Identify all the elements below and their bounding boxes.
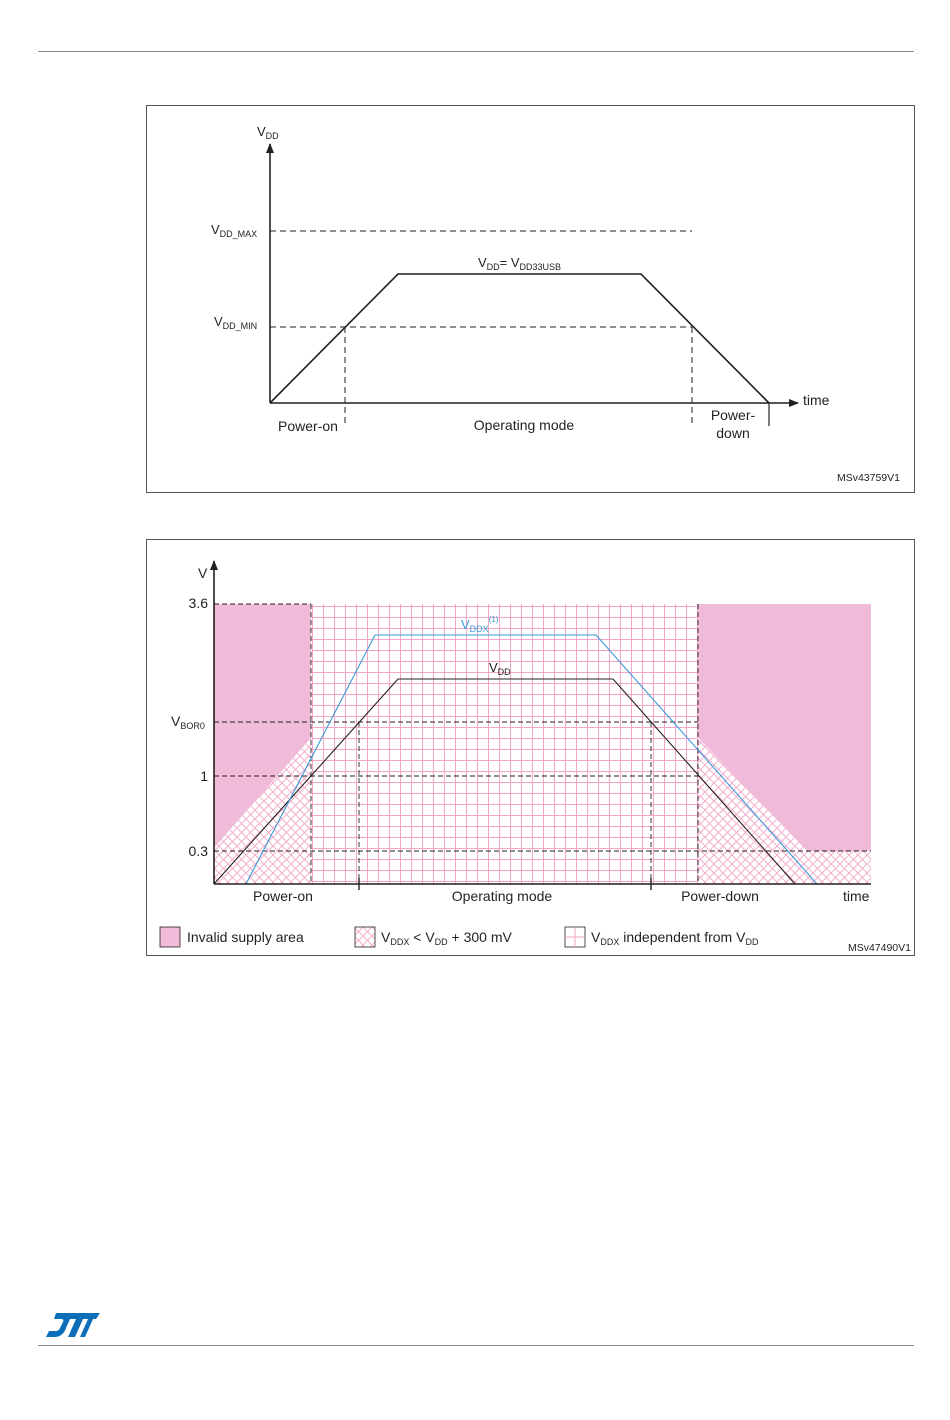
y-axis-label: V: [198, 565, 208, 581]
figure1-diagram: [147, 106, 914, 492]
figure-id: MSv47490V1: [847, 942, 911, 954]
figure2-diagram: [147, 540, 914, 955]
phase-power-down-1: Power-: [710, 407, 756, 423]
x-axis-label: time: [843, 888, 870, 904]
phase-power-down: Power-down: [681, 888, 759, 904]
legend-grid-label: $V_{DDX}$ independent from $V_{DD}$: [591, 929, 759, 947]
legend-cross-swatch: [355, 927, 375, 947]
vdd-max-label: $V_{DD\_MAX}$: [211, 222, 258, 239]
phase-power-on: Power-on: [278, 418, 338, 434]
vdd-label: $V_{DD}$: [489, 660, 511, 677]
legend-invalid-label: Invalid supply area: [187, 929, 304, 945]
legend-invalid-swatch: [160, 927, 180, 947]
legend-cross-label: $V_{DDX} < V_{DD} + 300$ mV: [381, 929, 512, 947]
vdd-min-label: $V_{DD\_MIN}$: [214, 314, 258, 331]
phase-operating: Operating mode: [451, 888, 553, 904]
vddx-supply-figure: [146, 539, 915, 956]
x-axis-label: time: [803, 392, 830, 408]
st-logo: [44, 1310, 102, 1340]
tick-vbor0: $V_{BOR0}$: [171, 713, 205, 731]
tick-0-3: 0.3: [188, 843, 208, 859]
phase-power-down-2: down: [716, 425, 750, 441]
tick-3-6: 3.6: [188, 595, 208, 611]
tick-1: 1: [200, 768, 208, 784]
vdd-power-up-figure: [146, 105, 915, 493]
vddx-label: $V_{DDX}^{(1)}$: [461, 615, 499, 634]
phase-operating: Operating mode: [473, 417, 575, 433]
header-rule: [38, 51, 914, 52]
phase-power-on: Power-on: [253, 888, 313, 904]
y-axis-label: $V_{DD}$: [257, 124, 279, 141]
footer-rule: [38, 1345, 914, 1346]
figure-id: MSv43759V1: [836, 472, 900, 484]
curve-label: $V_{DD}= V_{DD33USB}$: [478, 255, 562, 272]
